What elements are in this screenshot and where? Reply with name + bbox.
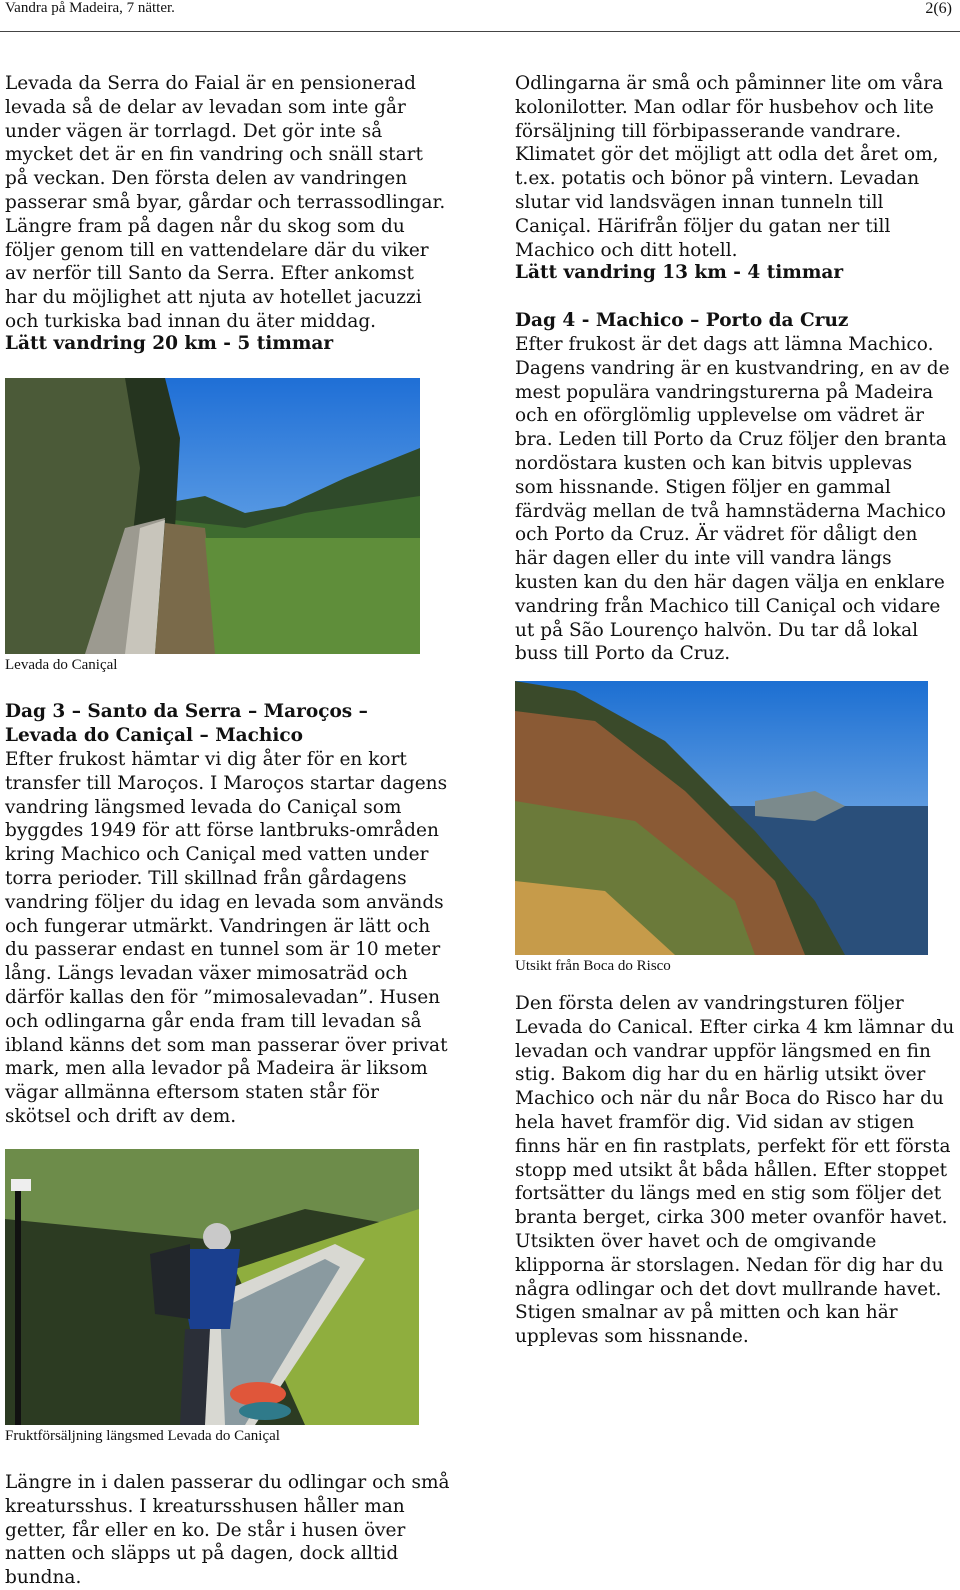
- photo-boca-do-risco: [515, 681, 928, 955]
- photo-fruit-stand: [5, 1149, 419, 1425]
- intro-paragraph: Levada da Serra do Faial är en pensionerad levada så de delar av levadan som inte går under vägen är torrlagd. Det gör inte så mycket det är en fin vandring och snäll start på veckan. Den första delen av vandringen passerar små byar, gårdar och terrassodlingar. Längre fram på dagen når du skog som du följer genom till en vattendelare där du viker av nerför till Santo da Serra. Efter ankomst har du möjlighet att njuta av hotellet jacuzzi och turkiska bad innan du äter middag.: [5, 73, 446, 332]
- closing-paragraph: Längre in i dalen passerar du odlingar och små kreatursshus. I kreatursshusen håller man getter, får eller en ko. De står i husen över natten och släpps ut på dagen, dock alltid bundna.: [5, 1472, 450, 1589]
- day3-summary: Lätt vandring 13 km - 4 timmar: [515, 262, 844, 283]
- page-number: 2(6): [925, 0, 952, 17]
- day3-paragraph: Efter frukost hämtar vi dig åter för en kort transfer till Maroços. I Maroços startar dagens vandring längsmed levada do Caniçal som byggdes 1949 för att förse lantbruks-områden kring Machico och Caniçal med vatten under torra perioder. Till skillnad från gårdagens vandring följer du idag en levada som används och fungerar utmärkt. Vandringen är lätt och du passerar endast en tunnel som är 10 meter lång. Längs levadan växer mimosaträd och därför kallas den för ”mimosalevadan”. Husen och odlingarna går enda fram till levadan så ibland känns det som man passerar över privat mark, men alla levador på Madeira är liksom vägar allmänna eftersom staten står för skötsel och drift av dem.: [5, 749, 448, 1127]
- day3-heading: Dag 3 – Santo da Serra – Maroços – Levada do Caniçal – Machico: [5, 701, 368, 746]
- photo-fruit-stand-caption: Fruktförsäljning längsmed Levada do Caniçal: [5, 1428, 280, 1444]
- photo-levada-canical: [5, 378, 420, 654]
- header-divider: [0, 31, 960, 32]
- photo-boca-do-risco-caption: Utsikt från Boca do Risco: [515, 958, 671, 974]
- odling-paragraph: Odlingarna är små och påminner lite om våra kolonilotter. Man odlar för husbehov och lite försäljning till förbipasserande vandrare. Klimatet gör det möjligt att odla det året om, t.ex. potatis och bönor på vintern. Levadan slutar vid landsvägen innan tunneln till Caniçal. Härifrån följer du gatan ner till Machico och ditt hotell.: [515, 73, 944, 261]
- photo-levada-canical-caption: Levada do Caniçal: [5, 657, 118, 673]
- document-title: Vandra på Madeira, 7 nätter.: [5, 0, 175, 16]
- intro-summary: Lätt vandring 20 km - 5 timmar: [5, 333, 334, 354]
- day4-heading: Dag 4 - Machico – Porto da Cruz: [515, 310, 849, 331]
- day4-paragraph: Efter frukost är det dags att lämna Machico. Dagens vandring är en kustvandring, en av de mest populära vandringsturerna på Madeira och en oförglömlig upplevelse om vädret är bra. Leden till Porto da Cruz följer den branta nordöstara kusten och kan bitvis upplevas som hissnande. Stigen följer en gammal färdväg mellan de två hamnstäderna Machico och Porto da Cruz. Är vädret för dåligt den här dagen eller du inte vill vandra längs kusten kan du den här dagen välja en enklare vandring från Machico till Caniçal och vidare ut på São Lourenço halvön. Du tar då lokal buss till Porto da Cruz.: [515, 334, 950, 665]
- view-paragraph: Den första delen av vandringsturen följer Levada do Canical. Efter cirka 4 km lämnar du levadan och vandrar uppför längsmed en fin stig. Bakom dig har du en härlig utsikt över Machico och när du når Boca do Risco har du hela havet framför dig. Vid sidan av stigen finns här en fin rastplats, perfekt för ett första stopp med utsikt åt båda hållen. Efter stoppet fortsätter du längs med en stig som följer det branta berget, cirka 300 meter ovanför havet. Utsikten över havet och de omgivande klipporna är storslagen. Nedan för dig har du några odlingar och det dovt mullrande havet. Stigen smalnar av på mitten och kan här upplevas som hissnande.: [515, 993, 955, 1348]
